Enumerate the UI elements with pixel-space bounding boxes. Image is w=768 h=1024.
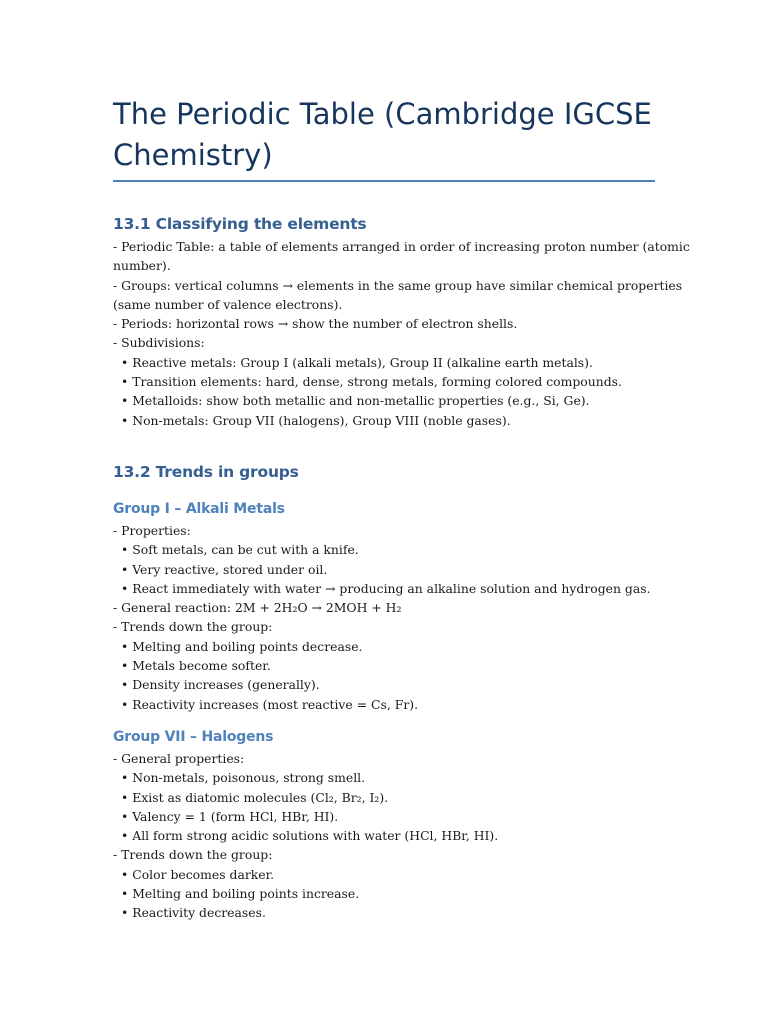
title-divider <box>113 180 655 182</box>
bullet-item: • React immediately with water → producing an alkaline solution and hydrogen gas. <box>121 580 651 596</box>
bullet-item: • Valency = 1 (form HCl, HBr, HI). <box>121 808 339 824</box>
bullet-item: • Melting and boiling points decrease. <box>121 638 363 654</box>
body-line: number). <box>113 258 171 274</box>
section-13-1 <box>113 212 690 430</box>
body-line: - Groups: vertical columns → elements in the same group have similar chemical properties <box>113 277 683 293</box>
section-heading-13-1: 13.1 Classifying the elements <box>113 215 367 233</box>
body-line: - Periodic Table: a table of elements arranged in order of increasing proton number (atomic <box>113 239 690 254</box>
bullet-item: • Very reactive, stored under oil. <box>121 561 328 577</box>
bullet-item: • Melting and boiling points increase. <box>121 886 360 902</box>
bullet-item: • Metals become softer. <box>121 658 271 674</box>
body-line: - Periods: horizontal rows → show the number of electron shells. <box>113 316 518 332</box>
bullet-item: • Soft metals, can be cut with a knife. <box>121 542 359 558</box>
body-line: - Trends down the group: <box>113 619 273 635</box>
group-7-body <box>113 749 658 923</box>
group-1-body <box>113 521 658 714</box>
subsection-group-7 <box>113 727 658 923</box>
bullet-item: • Reactivity increases (most reactive = Cs, Fr). <box>121 696 419 712</box>
bullet-item: • Density increases (generally). <box>121 677 320 693</box>
bullet-item: • All form strong acidic solutions with water (HCl, HBr, HI). <box>121 828 499 844</box>
bullet-item: • Metalloids: show both metallic and non-metallic properties (e.g., Si, Ge). <box>121 393 590 409</box>
body-line: - Subdivisions: <box>113 335 205 351</box>
bullet-item: • Color becomes darker. <box>121 866 275 882</box>
subsection-heading-group-1: Group I – Alkali Metals <box>113 501 285 517</box>
body-line: - General reaction: 2M + 2H₂O → 2MOH + H₂ <box>113 600 402 616</box>
body-line: - General properties: <box>113 751 245 766</box>
body-line: - Trends down the group: <box>113 847 273 863</box>
section-heading-13-2: 13.2 Trends in groups <box>113 463 299 481</box>
bullet-item: • Transition elements: hard, dense, strong metals, forming colored compounds. <box>121 374 622 390</box>
bullet-item: • Exist as diatomic molecules (Cl₂, Br₂, I₂). <box>121 789 389 805</box>
bullet-item: • Non-metals, poisonous, strong smell. <box>121 770 366 786</box>
subsection-heading-group-7: Group VII – Halogens <box>113 729 274 745</box>
bullet-item: • Reactivity decreases. <box>121 905 266 921</box>
section-13-2 <box>113 460 658 484</box>
subsection-group-1 <box>113 499 658 714</box>
bullet-item: • Non-metals: Group VII (halogens), Group VIII (noble gases). <box>121 412 511 428</box>
section-13-1-body <box>113 237 690 430</box>
document-title: The Periodic Table (Cambridge IGCSE Chemistry) <box>113 97 652 172</box>
bullet-item: • Reactive metals: Group I (alkali metals), Group II (alkaline earth metals). <box>121 354 593 370</box>
body-line: (same number of valence electrons). <box>113 296 343 312</box>
body-line: - Properties: <box>113 523 191 538</box>
